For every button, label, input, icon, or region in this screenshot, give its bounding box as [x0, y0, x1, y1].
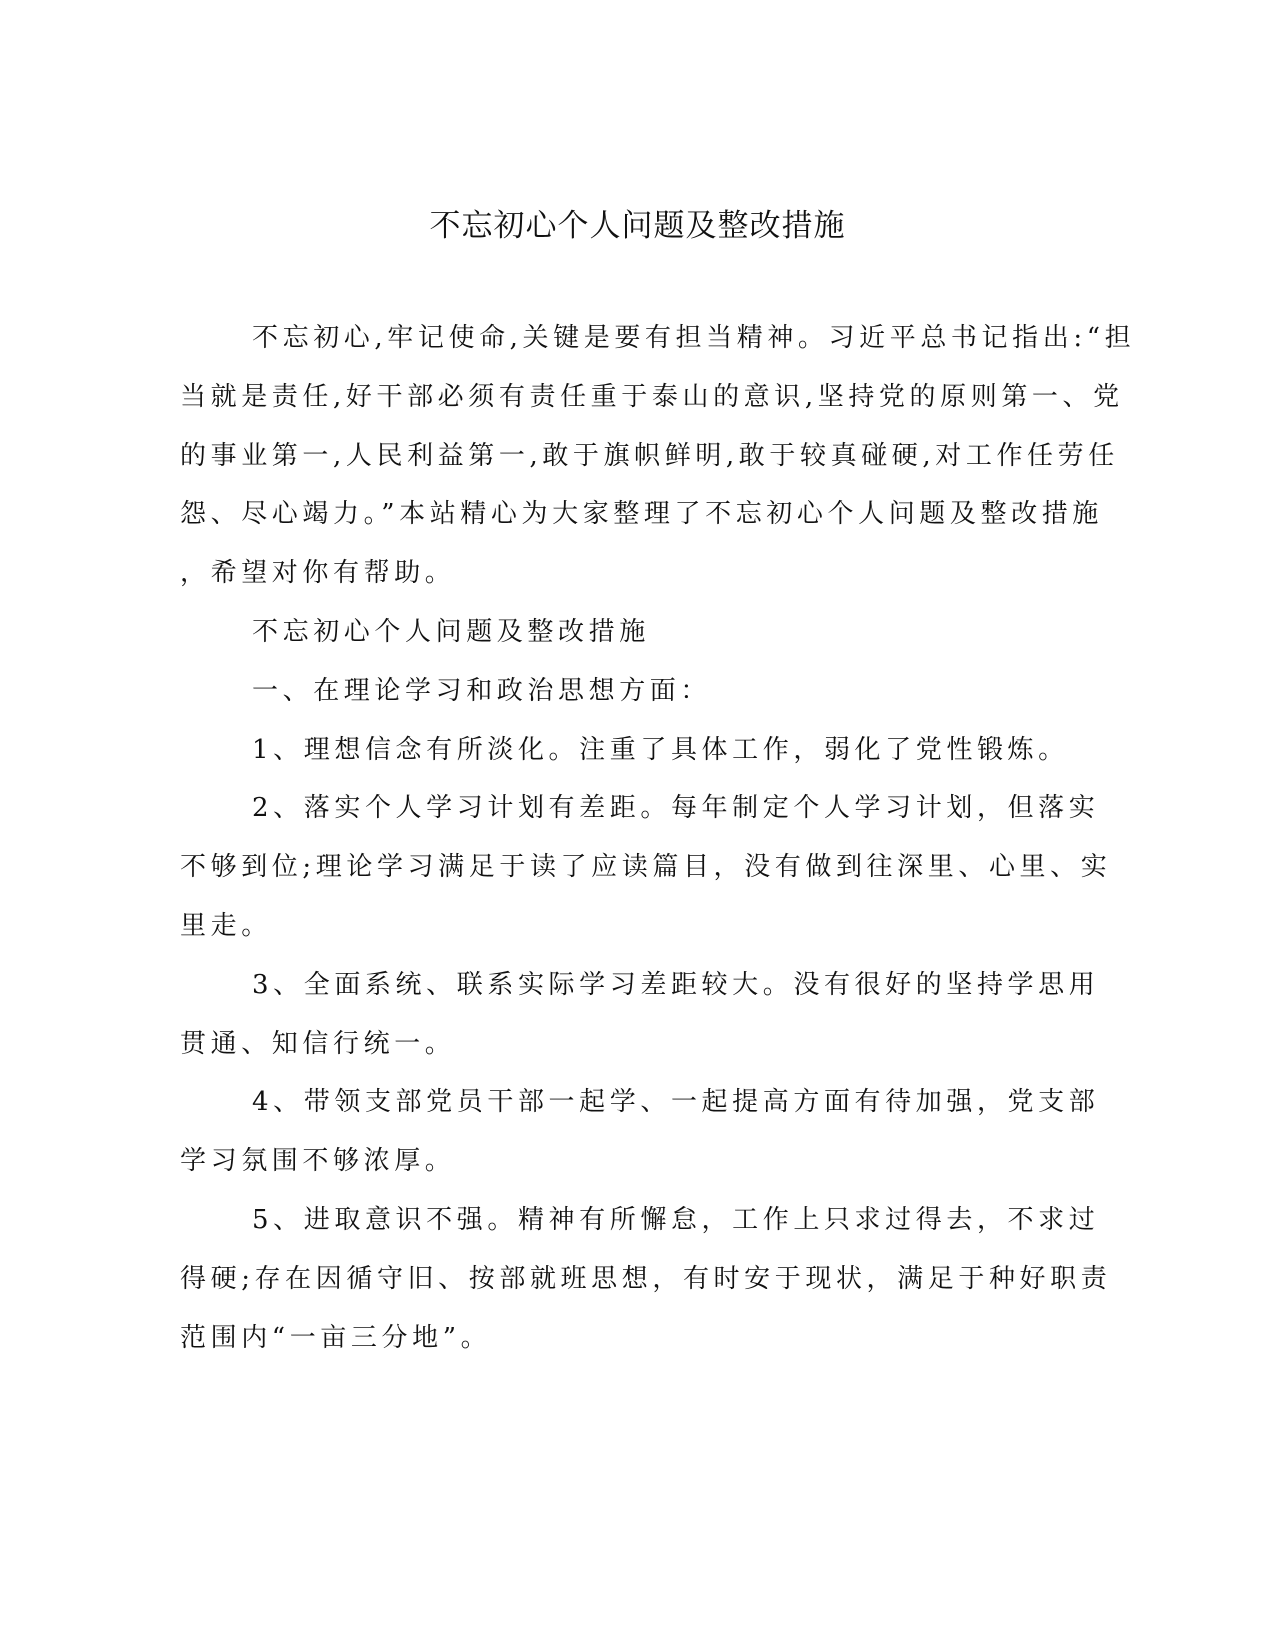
paragraph [180, 608, 1040, 667]
paragraph-line: ，希望对你有帮助。 [180, 558, 456, 589]
paragraph-line: 一、在理论学习和政治思想方面： [252, 675, 712, 706]
paragraph-line: 怨、尽心竭力。”本站精心为大家整理了不忘初心个人问题及整改措施 [180, 499, 1103, 530]
paragraph-line: 3、全面系统、联系实际学习差距较大。没有很好的坚持学思用 [252, 969, 1100, 1000]
paragraph-line: 的事业第一,人民利益第一,敢于旗帜鲜明,敢于较真碰硬,对工作任劳任 [180, 440, 1119, 471]
paragraph [180, 667, 1040, 726]
paragraph [180, 1196, 1112, 1372]
paragraph-line: 贯通、知信行统一。 [180, 1028, 456, 1059]
paragraph-line: 当就是责任,好干部必须有责任重于泰山的意识,坚持党的原则第一、党 [180, 381, 1124, 412]
paragraph [180, 726, 1069, 785]
paragraph-line: 学习氛围不够浓厚。 [180, 1146, 456, 1177]
paragraph-line: 1、理想信念有所淡化。注重了具体工作，弱化了党性锻炼。 [252, 734, 1069, 765]
paragraph-line: 不够到位;理论学习满足于读了应读篇目，没有做到往深里、心里、实 [180, 852, 1112, 883]
paragraph-line: 范围内“一亩三分地”。 [180, 1322, 492, 1353]
paragraph-line: 得硬;存在因循守旧、按部就班思想，有时安于现状，满足于种好职责 [180, 1263, 1112, 1294]
paragraph-line: 不忘初心个人问题及整改措施 [252, 616, 650, 647]
paragraph-line: 4、带领支部党员干部一起学、一起提高方面有待加强，党支部 [252, 1087, 1100, 1118]
paragraph [180, 1078, 1100, 1196]
paragraph-line: 不忘初心,牢记使命,关键是要有担当精神。习近平总书记指出:“担 [252, 323, 1136, 353]
paragraph-line: 2、落实个人学习计划有差距。每年制定个人学习计划，但落实 [252, 793, 1100, 824]
paragraph-line: 5、进取意识不强。精神有所懈怠，工作上只求过得去，不求过 [252, 1204, 1100, 1235]
paragraph [180, 784, 1112, 960]
paragraph [180, 314, 1136, 608]
document-title: 不忘初心个人问题及整改措施 [429, 208, 846, 244]
paragraph [180, 961, 1100, 1079]
document-body [180, 314, 1136, 1372]
paragraph-line: 里走。 [180, 910, 272, 941]
